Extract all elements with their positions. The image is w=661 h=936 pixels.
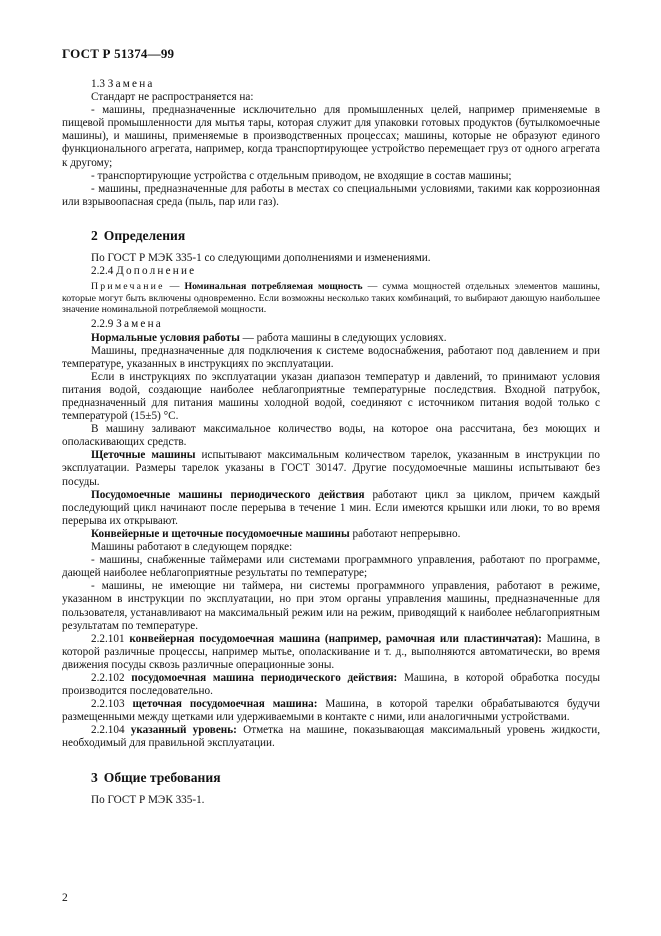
page-body xyxy=(62,78,600,807)
definition-paragraph: 2.2.104 указанный уровень: Отметка на машине, показывающая максимальный уровень жидкости, необходимый для правильной эксплуатации. xyxy=(62,724,601,750)
body-paragraph: Машины, предназначенные для подключения к системе водоснабжения, работают под давлением и при температуре, указанных в инструкциях по эксплуатации. xyxy=(62,344,600,370)
body-paragraph: По ГОСТ Р МЭК 335-1. xyxy=(91,793,205,806)
body-paragraph: Машины работают в следующем порядке: xyxy=(91,541,293,554)
definition-paragraph: Конвейерные и щеточные посудомоечные машины работают непрерывно. xyxy=(91,527,461,540)
list-item: - машины, предназначенные для работы в местах со специальными условиями, такими как коррозионная или взрывоопасная среда (пыль, пар или газ). xyxy=(62,182,600,208)
document-header: ГОСТ Р 51374—99 xyxy=(62,46,175,61)
body-paragraph: В машину заливают максимальное количество воды, на которое она рассчитана, без моющих и ополаскивающих средств. xyxy=(62,423,600,449)
definition-paragraph: 2.2.101 конвейерная посудомоечная машина (например, рамочная или пластинчатая): Машина, в которой различные процессы, например мытье, ополаскивание и т. д., выполняются автоматически, во время движения посуды сквозь различные операционные зоны. xyxy=(62,632,601,671)
definition-paragraph: Посудомоечные машины периодического действия работают цикл за циклом, причем каждый последующий цикл начинают после перерыва в течение 1 мин. Если имеются крышки или люки, то во время перерыва их открывают. xyxy=(62,488,600,527)
definition-paragraph: 2.2.102 посудомоечная машина периодического действия: Машина, в которой обработка посуды производится последовательно. xyxy=(62,671,601,698)
definition-paragraph: Нормальные условия работы — работа машины в следующих условиях. xyxy=(91,331,447,344)
body-paragraph: Если в инструкциях по эксплуатации указан диапазон температур и давлений, то принимают условия питания водой, создающие наиболее неблагоприятные температурные последствия. Входной патрубок, предназначенный для питания машины холодной водой, соединяют с источником питания водой только с температурой (15±5) °С. xyxy=(62,370,600,423)
note-paragraph: Примечание — Номинальная потребляемая мощность — сумма мощностей отдельных элементов машины, которые могут быть включены одновременно. Если возможны несколько таких комбинаций, то выбирают дающую наибольшее значение номинальной потребляемой мощности. xyxy=(62,281,600,316)
definition-paragraph: Щеточные машины испытывают максимальным количеством тарелок, указанным в инструкции по эксплуатации. Размеры тарелок указаны в ГОСТ 30147. Другие посудомоечные машины испытывают без посуды. xyxy=(62,449,600,488)
section-intro: По ГОСТ Р МЭК 335-1 со следующими дополнениями и изменениями. xyxy=(91,252,431,265)
list-item: - машины, снабженные таймерами или системами программного управления, работают по программе, дающей наиболее неблагоприятные результаты по температуре; xyxy=(62,554,600,580)
list-item: - машины, предназначенные исключительно для промышленных целей, например применяемые в пищевой промышленности для мытья тары, которая служит для упаковки готовых продуктов (бутылкомоечные машины), и машины, применяемые в производственных процессах; машины, которые не образуют единого функционального агрегата, например, когда транспортирующее устройство перемещает груз от одного агрегата к другому; xyxy=(62,104,600,169)
list-item: - транспортирующие устройства с отдельным приводом, не входящие в состав машины; xyxy=(91,169,512,182)
section-heading: 3 Общие требования xyxy=(91,769,221,785)
clause-intro: Стандарт не распространяется на: xyxy=(91,91,254,104)
clause-label: 2.2.4 Дополнение xyxy=(91,265,197,278)
definition-paragraph: 2.2.103 щеточная посудомоечная машина: Машина, в которой тарелки обрабатываются будучи размещенными между щетками или удерживаемыми в контакте с ними, или аналогичными устройствами. xyxy=(62,698,601,724)
page-number: 2 xyxy=(62,892,68,904)
clause-label: 1.3 Замена xyxy=(91,78,155,90)
list-item: - машины, не имеющие ни таймера, ни системы программного управления, работают в режиме, указанном в инструкции по эксплуатации, но при этом органы управления машины, предназначенные для пользователя, устанавливают на максимальный режим или на режим, приводящий к наиболее неблагоприятным результатам по температуре. xyxy=(62,580,600,632)
section-heading: 2 Определения xyxy=(91,227,186,243)
clause-label: 2.2.9 Замена xyxy=(91,318,163,331)
